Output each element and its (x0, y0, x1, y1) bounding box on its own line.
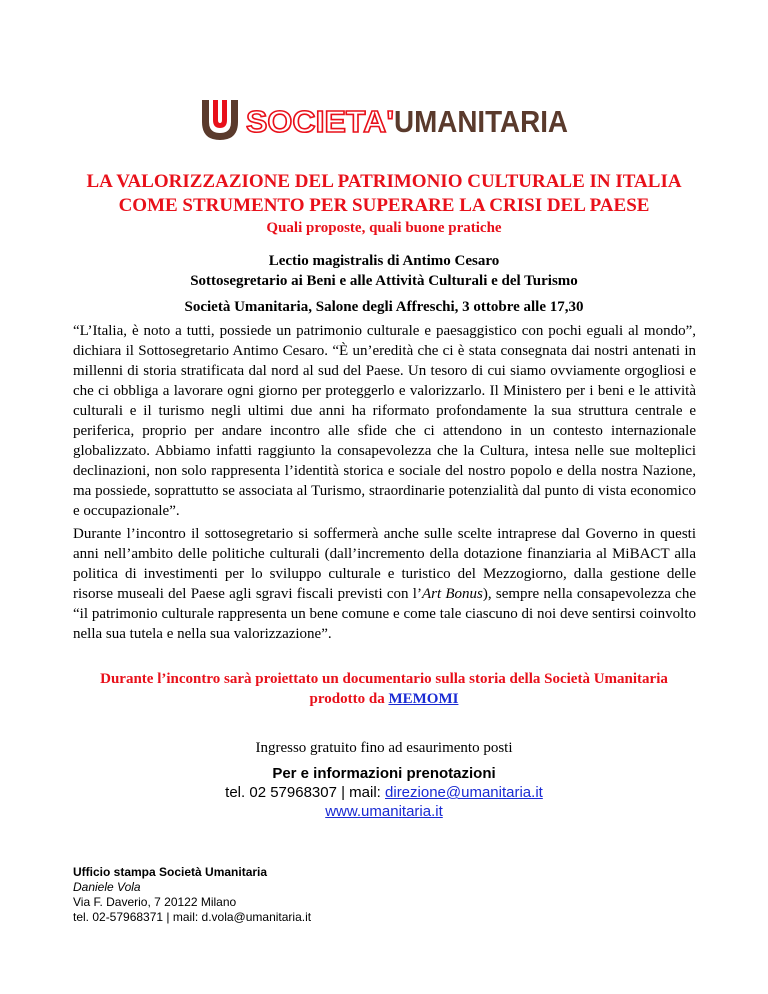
logo-emblem-outer (202, 100, 238, 140)
venue-date: Società Umanitaria, Salone degli Affreschi, 3 ottobre alle 17,30 (184, 299, 584, 315)
title-line-1: LA VALORIZZAZIONE DEL PATRIMONIO CULTURALE IN ITALIA (86, 171, 682, 192)
memomi-link[interactable]: MEMOMI (388, 691, 459, 707)
footer-name: Daniele Vola (73, 880, 141, 894)
press-office-footer (73, 865, 311, 925)
logo-text-societa: SOCIETA' (246, 104, 394, 139)
page-title (40, 170, 728, 218)
contacts-block (40, 764, 728, 821)
paragraph-2-part-a: Durante l’incontro il sottosegretario si soffermerà anche sulle scelte intraprese dal Governo in questi anni nell’ambito delle politiche culturali (dall’incremento della dotazione finanziaria al MiBACT alla politica di investimenti per lo sviluppo culturale e turistico del Mezzogiorno, dalla gestione delle risorse museali del Paese agli sgravi fiscali previsti con l’ (73, 526, 696, 602)
notice-line-1: Durante l’incontro sarà proiettato un documentario sulla storia della Società Umanitaria (100, 671, 668, 687)
footer-office: Ufficio stampa Società Umanitaria (73, 865, 268, 879)
lectio-block (40, 251, 728, 291)
footer-address: Via F. Daverio, 7 20122 Milano (73, 895, 237, 909)
contacts-line (40, 783, 728, 802)
entrance-info: Ingresso gratuito fino ad esaurimento posti (255, 740, 513, 756)
email-link[interactable]: direzione@umanitaria.it (385, 784, 543, 801)
title-line-2: COME STRUMENTO PER SUPERARE LA CRISI DEL PAESE (118, 195, 650, 216)
logo-text-umanitaria: UMANITARIA (394, 104, 568, 139)
body-paragraph-2 (73, 524, 696, 644)
logo-emblem-inner (213, 100, 227, 128)
art-bonus-term: Art Bonus (421, 586, 483, 602)
contacts-heading: Per e informazioni prenotazioni (272, 765, 496, 782)
footer-contact: tel. 02-57968371 | mail: d.vola@umanitaria.it (73, 910, 312, 924)
notice-prefix: prodotto da (309, 691, 389, 707)
body-paragraph-1: “L’Italia, è noto a tutti, possiede un patrimonio culturale e paesaggistico con pochi eguali al mondo”, dichiara il Sottosegretario Antimo Cesaro. “È un’eredità che ci è stata consegnata dai nostri antenati in millenni di storia stratificata dal nord al sud del Paese. Un tesoro di cui siamo ovviamente orgogliosi e che ci obbliga a lavorare ogni giorno per proteggerlo e valorizzarlo. Il Ministero per i beni e le attività culturali e il turismo negli ultimi due anni ha riformato profondamente la sua struttura centrale e periferica, proprio per andare incontro alle sfide che ci attendono in un contesto internazionale globalizzato. Abbiamo infatti raggiunto la consapevolezza che la Cultura, intesa nelle sue molteplici declinazioni, non solo rappresenta l’identità storica e sociale del nostro popolo e della nostra Nazione, ma possiede, soprattutto se associata al Turismo, straordinarie potenzialità dal punto di vista economico e occupazionale”. (73, 323, 696, 519)
notice-line-2 (40, 689, 728, 709)
lectio-role: Sottosegretario ai Beni e alle Attività Culturali e del Turismo (190, 273, 578, 289)
documentary-notice (40, 669, 728, 709)
societa-umanitaria-logo (200, 96, 570, 142)
paragraph-2-part-b: ), sempre nella consapevolezza che “il patrimonio culturale rappresenta un bene comune e come tale ciascuno di noi deve sentirsi coinvolto nella sua tutela e nella sua valorizzazione”. (73, 586, 696, 642)
website-line (40, 802, 728, 821)
contacts-tel: tel. 02 57968307 | mail: (225, 784, 386, 801)
website-link[interactable]: www.umanitaria.it (325, 803, 443, 820)
subtitle: Quali proposte, quali buone pratiche (266, 220, 502, 236)
lectio-speaker: Lectio magistralis di Antimo Cesaro (268, 253, 500, 269)
